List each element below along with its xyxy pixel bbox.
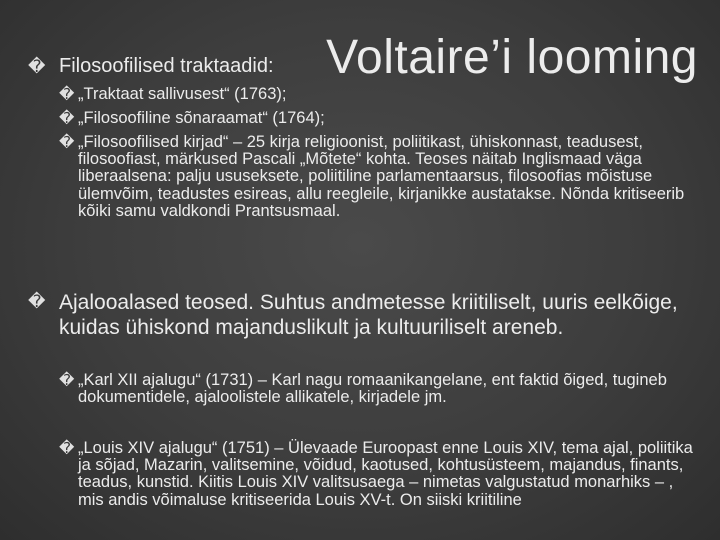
sub-bullet-icon: � [59, 86, 75, 103]
subpoint-2-1-text: „Karl XII ajalugu“ (1731) – Karl nagu romaanikangelane, ent faktid õiged, tugineb dokumentidele, ajaloolistele allikatele, kirjadele jm. [78, 371, 667, 407]
slide-title: Voltaire’i looming [326, 31, 698, 84]
subpoint-2-2 [59, 439, 700, 509]
bullet-icon: � [28, 57, 46, 76]
subpoint-1-2 [59, 109, 698, 127]
subpoint-2-1 [59, 371, 700, 407]
subpoint-2-2-text: „Louis XIV ajalugu“ (1751) – Ülevaade Euroopast enne Louis XIV, tema ajal, poliitika ja sõjad, Mazarin, valitsemine, võidud, kaotused, kohtusüsteem, majandus, finants, teadus, kunstid. Kiitis Louis XIV valitsusaega – nimetas valgustatud monarhiks – , mis andis võimaluse kritiseerida Louis XV-t. On siiski kriitiline [78, 439, 693, 509]
sub-bullet-icon: � [59, 372, 75, 389]
sub-bullet-icon: � [59, 134, 75, 151]
point-1-text: Filosoofilised traktaadid: [59, 55, 274, 77]
subpoint-1-3 [59, 133, 696, 220]
sub-bullet-icon: � [59, 440, 75, 457]
subpoint-1-3-text: „Filosoofilised kirjad“ – 25 kirja religioonist, poliitikast, ühiskonnast, teadusest, filosoofiast, märkused Pascali „Mõtete“ kohta. Teoses näitab Inglismaad väga liberaalsena: palju ususeksete, poliitiline parlamentaarsus, filosoofias mõistuse ülemvõim, teadustes esireas, allu reegleile, kirjanikke austatakse. Nõnda kritiseerib kõiki samu valdkondi Prantsusmaal. [78, 133, 685, 220]
subpoint-1-1-text: „Traktaat sallivusest“ (1763); [78, 85, 287, 103]
subpoint-1-1 [59, 85, 698, 103]
bullet-icon: � [28, 292, 46, 311]
subpoint-1-2-text: „Filosoofiline sõnaraamat“ (1764); [78, 109, 325, 127]
point-2-text: Ajalooalased teosed. Suhtus andmetesse kriitiliselt, uuris eelkõige, kuidas ühiskond majanduslikult ja kultuuriliselt areneb. [59, 291, 678, 339]
sub-bullet-icon: � [59, 110, 75, 127]
